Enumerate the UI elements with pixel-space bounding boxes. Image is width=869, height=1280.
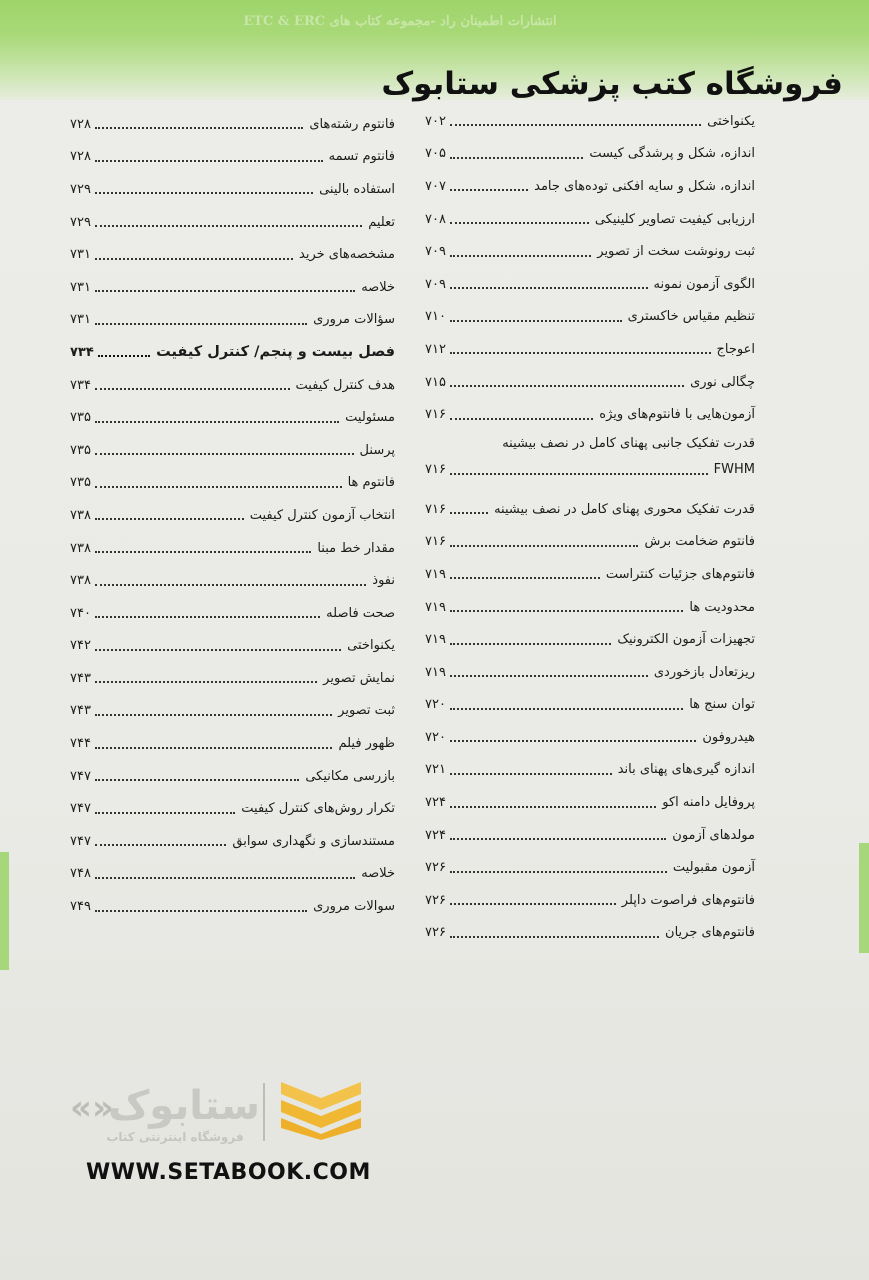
toc-entry-label: اندازه گیری‌های پهنای باند [617, 762, 755, 778]
logo-wordmark: ستابوک [108, 1083, 260, 1129]
dot-leader [95, 127, 303, 129]
toc-entry-label: سؤالات مروری [313, 312, 395, 328]
toc-entry [70, 858, 395, 891]
toc-entry-label: استفاده بالینی [319, 181, 395, 197]
toc-entry [425, 754, 755, 787]
toc-entry [70, 499, 395, 532]
toc-page-number: ۷۴۷ [70, 833, 91, 849]
toc-entry [425, 203, 755, 236]
toc-entry [425, 301, 755, 334]
dot-leader [450, 473, 708, 475]
toc-entry [70, 141, 395, 174]
toc-page-number: ۷۲۴ [425, 827, 446, 843]
dot-leader [450, 222, 589, 224]
toc-page-number: ۷۴۷ [70, 801, 91, 817]
toc-entry [425, 398, 755, 431]
dot-leader [450, 871, 667, 873]
dot-leader [95, 486, 342, 488]
toc-entry [70, 401, 395, 434]
toc-entry-label: سوالات مروری [313, 899, 395, 915]
toc-entry-label: بازرسی مکانیکی [305, 768, 395, 784]
toc-page-number: ۷۱۰ [425, 309, 446, 325]
toc-entry-label: مستندسازی و نگهداری سوابق [232, 833, 395, 849]
toc-entry [425, 105, 755, 138]
toc-page-number: ۷۲۰ [425, 697, 446, 713]
toc-entry [425, 366, 755, 399]
toc-entry [70, 532, 395, 565]
dot-leader [95, 518, 244, 520]
toc-entry-label: تنظیم مقیاس خاکستری [627, 309, 755, 325]
dot-leader [95, 779, 299, 781]
toc-entry [70, 108, 395, 141]
toc-entry [70, 727, 395, 760]
dot-leader [95, 714, 332, 716]
dot-leader [450, 352, 711, 354]
toc-entry-label: تکرار روش‌های کنترل کیفیت [241, 801, 395, 817]
toc-entry [70, 564, 395, 597]
toc-page-number: ۷۱۶ [425, 534, 446, 550]
dot-leader [95, 551, 311, 553]
toc-page-number: ۷۱۶ [425, 501, 446, 517]
toc-page-number: ۷۳۱ [70, 279, 91, 295]
toc-page-number: ۷۱۶ [425, 407, 446, 423]
toc-entry [425, 786, 755, 819]
dot-leader [95, 616, 320, 618]
toc-entry [70, 467, 395, 500]
toc-entry-label: تجهیزات آزمون الکترونیک [617, 632, 755, 648]
toc-page-number: ۷۴۳ [70, 670, 91, 686]
toc-entry-label: صحت فاصله [326, 605, 395, 621]
toc-page-number: ۷۱۹ [425, 566, 446, 582]
toc-entry [425, 721, 755, 754]
dot-leader [95, 290, 355, 292]
dot-leader [450, 189, 528, 191]
dot-leader [450, 643, 611, 645]
toc-entry-label: قدرت تفکیک محوری پهنای کامل در نصف بیشینه [494, 501, 755, 517]
dot-leader [450, 577, 600, 579]
toc-entry-label: الگوی آزمون نمونه [653, 276, 755, 292]
dot-leader [450, 740, 696, 742]
toc-entry-label: توان سنج ها [689, 697, 755, 713]
dot-leader [95, 584, 366, 586]
dot-leader [95, 160, 323, 162]
dot-leader [95, 747, 332, 749]
toc-page-number: ۷۲۱ [425, 762, 446, 778]
toc-entry [425, 591, 755, 624]
toc-entry-label: فصل بیست و پنجم/ کنترل کیفیت [156, 344, 395, 361]
toc-entry-label: هیدروفون [702, 729, 755, 745]
toc-entry-label: محدودیت ها [689, 599, 755, 615]
toc-entry-label: پروفایل دامنه اکو [662, 795, 755, 811]
toc-page-number: ۷۲۶ [425, 925, 446, 941]
dot-leader [95, 649, 341, 651]
toc-page-number: ۷۳۱ [70, 247, 91, 263]
dot-leader [450, 545, 639, 547]
dot-leader [450, 610, 683, 612]
toc-entry [425, 689, 755, 722]
toc-page-number: ۷۰۲ [425, 113, 446, 129]
toc-page-number: ۷۳۴ [70, 344, 94, 360]
toc-entry [425, 623, 755, 656]
dot-leader [95, 910, 307, 912]
toc-entry-label: آزمون مقبولیت [672, 860, 755, 876]
toc-entry [425, 819, 755, 852]
toc-page-number: ۷۱۹ [425, 599, 446, 615]
dot-leader [450, 287, 648, 289]
toc-entry-label: اندازه، شکل و سایه افکنی توده‌های جامد [534, 178, 755, 194]
toc-entry-label: مشخصه‌های خرید [299, 247, 395, 263]
dot-leader [450, 320, 622, 322]
toc-entry-label: نفوذ [372, 573, 395, 589]
toc-page-number: ۷۳۵ [70, 475, 91, 491]
toc-entry [425, 656, 755, 689]
toc-entry [70, 434, 395, 467]
toc-entry [70, 662, 395, 695]
toc-page-number: ۷۳۵ [70, 442, 91, 458]
toc-page-number: ۷۱۵ [425, 374, 446, 390]
dot-leader [450, 838, 666, 840]
toc-page-number: ۷۲۶ [425, 892, 446, 908]
toc-page-number: ۷۱۲ [425, 341, 446, 357]
toc-page-number: ۷۲۴ [425, 795, 446, 811]
dot-leader [95, 323, 307, 325]
toc-page-number: ۷۴۹ [70, 899, 91, 915]
toc-entry [425, 917, 755, 950]
toc-entry-label: ریزتعادل بازخوردی [653, 664, 755, 680]
toc-entry [425, 138, 755, 171]
toc-entry-label: مقدار خط مبنا [317, 540, 395, 556]
right-edge-tab [859, 843, 869, 953]
toc-entry-label: خلاصه [361, 279, 395, 295]
toc-entry [70, 173, 395, 206]
toc-page-number: ۷۳۵ [70, 410, 91, 426]
toc-left-column [70, 108, 395, 923]
toc-entry [70, 238, 395, 271]
logo-tagline: فروشگاه اینترنتی کتاب [106, 1130, 244, 1144]
dot-leader [450, 157, 583, 159]
toc-entry-label: نمایش تصویر [323, 670, 395, 686]
left-edge-tab [0, 852, 9, 970]
toc-entry-label-cont: FWHM [713, 462, 755, 478]
dot-leader [450, 773, 612, 775]
toc-page-number: ۷۴۸ [70, 866, 91, 882]
toc-page-number: ۷۳۸ [70, 573, 91, 589]
toc-page-number: ۷۱۹ [425, 632, 446, 648]
toc-entry [425, 333, 755, 366]
toc-entry-label: ثبت رونوشت سخت از تصویر [597, 244, 755, 260]
toc-entry-label: اندازه، شکل و پرشدگی کیست [589, 146, 755, 162]
toc-entry-label: مسئولیت [345, 410, 395, 426]
toc-entry [70, 630, 395, 663]
toc-entry-label: یکنواختی [707, 113, 755, 129]
toc-entry [425, 493, 755, 526]
toc-entry-label: فانتوم ضخامت برش [644, 534, 755, 550]
toc-entry-label: آزمون‌هایی با فانتوم‌های ویژه [599, 407, 755, 423]
toc-page-number: ۷۰۹ [425, 244, 446, 260]
dot-leader [450, 806, 656, 808]
toc-chapter-heading [70, 336, 395, 369]
toc-entry-label: فانتوم ها [347, 475, 395, 491]
toc-page-number: ۷۲۸ [70, 116, 91, 132]
toc-page-number: ۷۲۹ [70, 181, 91, 197]
dot-leader [95, 877, 355, 879]
dot-leader [95, 812, 235, 814]
toc-entry [425, 884, 755, 917]
toc-entry-label: فانتوم‌های فراصوت داپلر [621, 892, 755, 908]
toc-page-number: ۷۰۸ [425, 211, 446, 227]
toc-entry-label: اعوجاج [716, 341, 755, 357]
toc-entry-label: چگالی نوری [690, 374, 755, 390]
toc-entry [425, 526, 755, 559]
chevron-logo-icon [276, 1080, 366, 1140]
dot-leader [98, 355, 150, 357]
toc-entry [70, 369, 395, 402]
dot-leader [450, 255, 591, 257]
toc-page-number: ۷۰۵ [425, 146, 446, 162]
toc-entry-label: ظهور فیلم [338, 736, 395, 752]
toc-entry-label: تعلیم [368, 214, 395, 230]
toc-page-number: ۷۴۳ [70, 703, 91, 719]
toc-entry-label: ثبت تصویر [338, 703, 395, 719]
running-header: انتشارات اطمینان راد -مجموعه کتاب های ETC & ERC [243, 14, 557, 29]
dot-leader [450, 418, 593, 420]
website-url: WWW.SETABOOK.COM [86, 1160, 371, 1185]
toc-entry [70, 792, 395, 825]
toc-page-number: ۷۳۴ [70, 377, 91, 393]
arrows-icon: «» [70, 1088, 114, 1128]
toc-page-number: ۷۰۷ [425, 178, 446, 194]
toc-right-column [425, 105, 755, 949]
dot-leader [95, 225, 362, 227]
dot-leader [450, 385, 684, 387]
toc-entry [70, 695, 395, 728]
dot-leader [95, 453, 354, 455]
toc-page-number: ۷۱۶ [425, 462, 446, 478]
toc-page-number: ۷۳۸ [70, 507, 91, 523]
toc-page-number: ۷۲۶ [425, 860, 446, 876]
toc-entry-label: فانتوم تسمه [328, 149, 395, 165]
toc-entry-label: یکنواختی [347, 638, 395, 654]
toc-entry [70, 825, 395, 858]
toc-entry [425, 851, 755, 884]
toc-entry-label: فانتوم‌های جزئیات کنتراست [605, 566, 755, 582]
toc-entry-label: ارزیابی کیفیت تصاویر کلینیکی [594, 211, 755, 227]
dot-leader [450, 124, 701, 126]
toc-page-number: ۷۲۹ [70, 214, 91, 230]
toc-entry [425, 431, 755, 493]
dot-leader [450, 936, 659, 938]
toc-page-number: ۷۲۰ [425, 729, 446, 745]
toc-entry-label: قدرت تفکیک جانبی پهنای کامل در نصف بیشینه [502, 435, 755, 451]
dot-leader [450, 708, 683, 710]
dot-leader [95, 388, 290, 390]
toc-entry [70, 890, 395, 923]
toc-page-number: ۷۴۲ [70, 638, 91, 654]
dot-leader [95, 192, 313, 194]
toc-entry [70, 206, 395, 239]
toc-entry-label: فانتوم‌های جریان [665, 925, 755, 941]
toc-page-number: ۷۰۹ [425, 276, 446, 292]
dot-leader [450, 512, 488, 514]
toc-entry-label: هدف کنترل کیفیت [295, 377, 395, 393]
toc-entry-label: مولدهای آزمون [672, 827, 755, 843]
toc-page-number: ۷۴۰ [70, 605, 91, 621]
store-title: فروشگاه کتب پزشکی ستابوک [381, 66, 843, 102]
dot-leader [450, 903, 616, 905]
dot-leader [450, 675, 648, 677]
toc-entry [70, 597, 395, 630]
toc-entry [425, 170, 755, 203]
toc-page-number: ۷۲۸ [70, 149, 91, 165]
toc-page-number: ۷۱۹ [425, 664, 446, 680]
toc-entry [70, 271, 395, 304]
logo-divider [263, 1083, 265, 1141]
dot-leader [95, 421, 339, 423]
toc-entry [425, 268, 755, 301]
toc-entry-label: پرسنل [359, 442, 395, 458]
toc-entry-label: انتخاب آزمون کنترل کیفیت [249, 507, 395, 523]
toc-entry-label: فانتوم رشته‌های [309, 116, 395, 132]
toc-entry [425, 558, 755, 591]
toc-entry-label: خلاصه [361, 866, 395, 882]
dot-leader [95, 844, 226, 846]
toc-entry [70, 760, 395, 793]
toc-entry [70, 304, 395, 337]
toc-page-number: ۷۳۸ [70, 540, 91, 556]
toc-page-number: ۷۴۴ [70, 736, 91, 752]
toc-page-number: ۷۳۱ [70, 312, 91, 328]
toc-entry [425, 235, 755, 268]
dot-leader [95, 258, 293, 260]
dot-leader [95, 681, 317, 683]
toc-page-number: ۷۴۷ [70, 768, 91, 784]
